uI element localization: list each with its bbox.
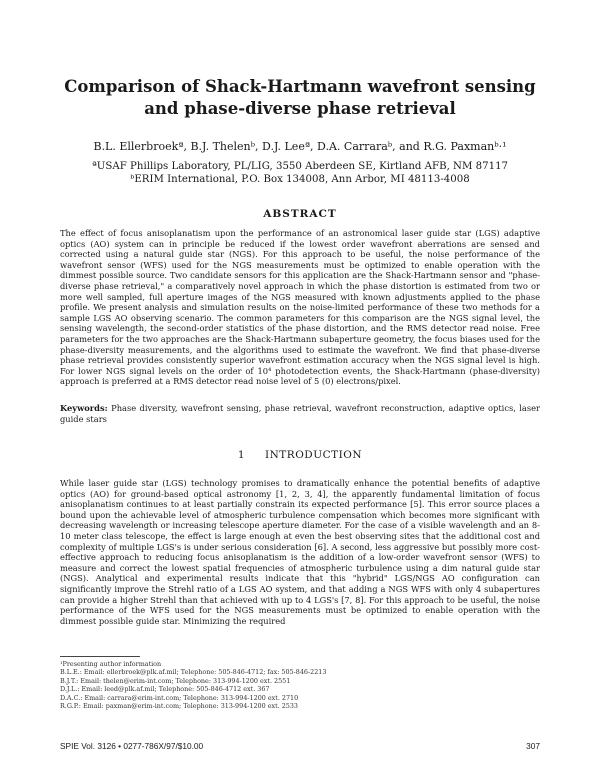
footer-journal-info: SPIE Vol. 3126 • 0277-786X/97/$10.00 <box>60 741 204 751</box>
affiliations <box>40 160 560 186</box>
keywords <box>60 403 540 424</box>
title-line-1: Comparison of Shack-Hartmann wavefront sensing <box>64 77 536 96</box>
footnote-divider <box>60 656 140 657</box>
author-list: B.L. Ellerbroekª, B.J. Thelenᵇ, D.J. Leeª, D.A. Carraraᵇ, and R.G. Paxmanᵇ·¹ <box>93 140 507 153</box>
footnote-line: D.J.L.: Email: leed@plk.af.mil; Telephone: 505-846-4712 ext. 367 <box>60 685 270 694</box>
abstract-heading: ABSTRACT <box>263 208 337 220</box>
footnote-line: B.J.T.: Email: thelen@erim-int.com; Telephone: 313-994-1200 ext. 2551 <box>60 676 291 685</box>
affiliation-a: ªUSAF Phillips Laboratory, PL/LIG, 3550 Aberdeen SE, Kirtland AFB, NM 87117 <box>91 161 509 172</box>
affiliation-b: ᵇERIM International, P.O. Box 134008, Ann Arbor, MI 48113-4008 <box>130 174 470 185</box>
footnotes <box>60 660 540 710</box>
footnote-line: R.G.P.: Email: paxman@erim-int.com; Telephone: 313-994-1200 ext. 2533 <box>60 702 298 711</box>
abstract-text: The effect of focus anisoplanatism upon the performance of an astronomical laser guide star (LGS) adaptive optics (AO) system can in principle be reduced if the lowest order wavefront aberrations are sensed and corrected using a natural guide star (NGS). For this approach to be useful, the noise performance of the wavefront sensor (WFS) used for the NGS measurements must be optimized to enable operation with the dimmest possible source. Two candidate sensors for this application are the Shack-Hartmann sensor and "phase-diverse phase retrieval," a comparatively novel approach in which the phase distortion is estimated from two or more well sampled, full aperture images of the NGS measured with known adjustments applied to the phase profile. We present analysis and simulation results on the noise-limited performance of these two methods for a sample LGS AO observing scenario. The common parameters for this comparison are the NGS signal level, the sensing wavelength, the second-order statistics of the phase distortion, and the RMS detector read noise. Free parameters for the two approaches are the Shack-Hartmann subaperture geometry, the focus biases used for the phase-diversity measurements, and the algorithms used to estimate the wavefront. We find that phase-diverse phase retrieval provides consistently superior wavefront estimation accuracy when the NGS signal level is high. For lower NGS signal levels on the order of 10⁴ photodetection events, the Shack-Hartmann (phase-diversity) approach is preferred at a RMS detector read noise level of 5 (0) electrons/pixel. <box>60 228 540 387</box>
footnote-line: ¹Presenting author information <box>60 660 162 668</box>
keywords-text: Phase diversity, wavefront sensing, phase retrieval, wavefront reconstruction, adaptive optics, laser guide stars <box>60 403 540 424</box>
section-title: INTRODUCTION <box>264 449 363 461</box>
introduction-text: While laser guide star (LGS) technology promises to dramatically enhance the potential benefits of adaptive optics (AO) for ground-based optical astronomy [1, 2, 3, 4], the apparently fundamental limitation of focus anisoplanatism continues to at least partially constrain its expected performance [5]. This error source places a bound upon the achievable level of atmospheric turbulence compensation which becomes more significant with decreasing wavelength or increasing telescope aperture diameter. For the case of a visible wavelength and an 8-10 meter class telescope, the effect is large enough at even the best observing sites that the additional cost and complexity of multiple LGS's is under serious consideration [6]. A second, less aggressive but possibly more cost-effective approach to reducing focus anisoplanatism is the addition of a low-order wavefront sensor (WFS) to measure and correct the lowest spatial frequencies of atmospheric turbulence using a dim natural guide star (NGS). Analytical and experimental results indicate that this "hybrid" LGS/NGS AO configuration can significantly improve the Strehl ratio of a LGS AO system, and that adding a NGS WFS with only 4 subapertures can provide a higher Strehl than that achieved with up to 4 LGS's [7, 8]. For this approach to be useful, the noise performance of the WFS used for the NGS measurements must be optimized to enable operation with the dimmest possible guide star. Minimizing the required <box>60 478 540 626</box>
abstract-body <box>60 228 540 387</box>
keywords-label: Keywords: <box>60 403 108 413</box>
title-line-2: and phase-diverse phase retrieval <box>144 99 456 118</box>
section-number: 1 <box>237 449 246 461</box>
introduction-body <box>60 478 540 626</box>
footnote-line: B.L.E.: Email: ellerbroek@plk.af.mil; Telephone: 505-846-4712; fax: 505-846-2213 <box>60 668 327 677</box>
footnote-line: D.A.C.: Email: carrara@erim-int.com; Telephone: 313-994-1200 ext. 2710 <box>60 693 299 702</box>
paper-title <box>60 76 540 120</box>
page-number: 307 <box>526 741 540 751</box>
section-heading <box>0 449 600 461</box>
